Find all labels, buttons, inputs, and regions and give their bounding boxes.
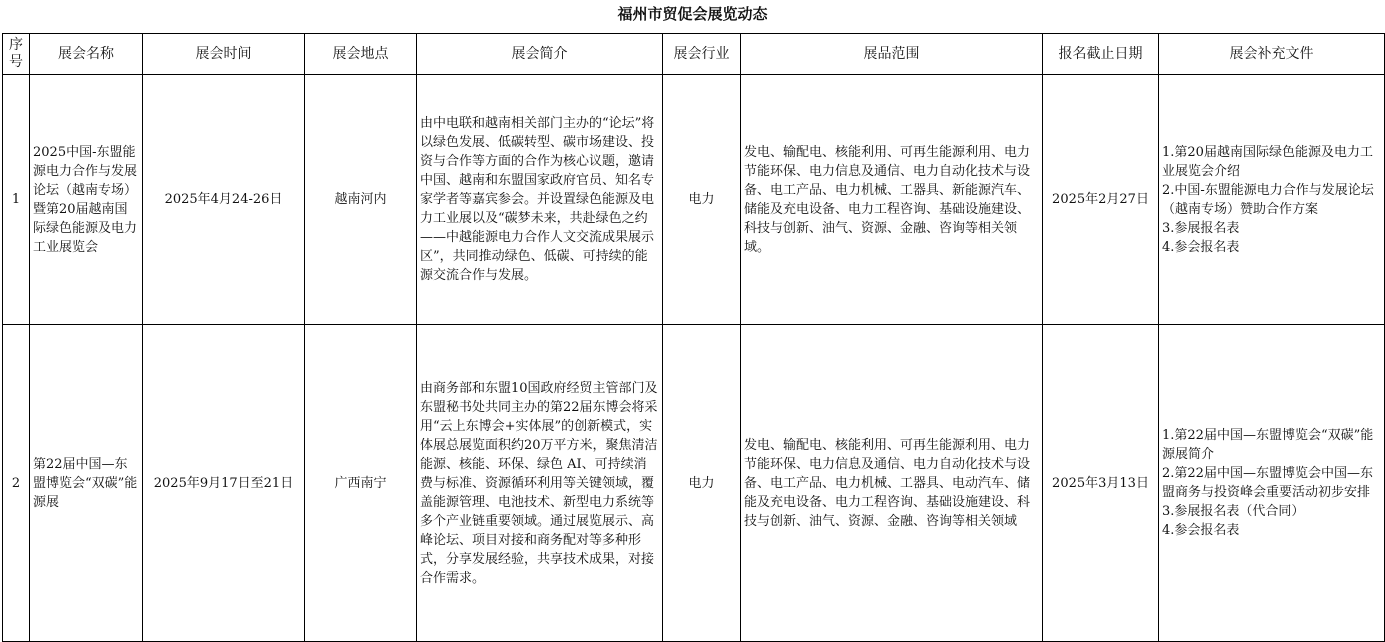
cell-date: 2025年9月17日至21日 — [143, 325, 305, 642]
cell-date: 2025年4月24-26日 — [143, 75, 305, 325]
header-location: 展会地点 — [305, 34, 417, 75]
cell-scope: 发电、输配电、核能利用、可再生能源利用、电力节能环保、电力信息及通信、电力自动化技术与设备、电工产品、电力机械、工器具、新能源汽车、储能及充电设备、电力工程咨询、基础设施建设、科技与创新、油气、资源、金融、咨询等相关领域。 — [741, 75, 1043, 325]
exhibition-table — [2, 33, 1385, 642]
header-date: 展会时间 — [143, 34, 305, 75]
page-title: 福州市贸促会展览动态 — [617, 5, 768, 23]
cell-industry: 电力 — [663, 75, 741, 325]
cell-deadline: 2025年2月27日 — [1043, 75, 1159, 325]
cell-industry: 电力 — [663, 325, 741, 642]
header-deadline: 报名截止日期 — [1043, 34, 1159, 75]
table-row — [3, 75, 1385, 325]
cell-seq: 2 — [3, 325, 30, 642]
cell-deadline: 2025年3月13日 — [1043, 325, 1159, 642]
header-row — [3, 34, 1385, 75]
header-industry: 展会行业 — [663, 34, 741, 75]
table-row — [3, 325, 1385, 642]
cell-seq: 1 — [3, 75, 30, 325]
cell-location: 越南河内 — [305, 75, 417, 325]
cell-name: 2025中国-东盟能源电力合作与发展论坛（越南专场）暨第20届越南国际绿色能源及电力工业展览会 — [30, 75, 143, 325]
cell-name: 第22届中国—东盟博览会“双碳”能源展 — [30, 325, 143, 642]
cell-location: 广西南宁 — [305, 325, 417, 642]
cell-scope: 发电、输配电、核能利用、可再生能源利用、电力节能环保、电力信息及通信、电力自动化技术与设备、电工产品、电力机械、工器具、电动汽车、储能及充电设备、电力工程咨询、基础设施建设、科技与创新、油气、资源、金融、咨询等相关领域 — [741, 325, 1043, 642]
cell-intro: 由商务部和东盟10国政府经贸主管部门及东盟秘书处共同主办的第22届东博会将采用“云上东博会+实体展”的创新模式，实体展总展览面积约20万平方米，聚焦清洁能源、核能、环保、绿色 AI、可持续消费与标准、资源循环利用等关键领域，覆盖能源管理、电池技术、新型电力系统等多个产业链重要领域。通过展览展示、高峰论坛、项目对接和商务配对等多种形式，分享发展经验，共享技术成果，对接合作需求。 — [417, 325, 663, 642]
cell-intro: 由中电联和越南相关部门主办的“论坛”将以绿色发展、低碳转型、碳市场建设、投资与合作等方面的合作为核心议题，邀请中国、越南和东盟国家政府官员、知名专家学者等嘉宾参会。并设置绿色能源及电力工业展以及“碳梦未来，共赴绿色之约——中越能源电力合作人文交流成果展示区”，共同推动绿色、低碳、可持续的能源交流合作与发展。 — [417, 75, 663, 325]
header-files: 展会补充文件 — [1159, 34, 1385, 75]
cell-files: 1.第22届中国—东盟博览会“双碳”能源展简介 2.第22届中国—东盟博览会中国—东盟商务与投资峰会重要活动初步安排 3.参展报名表（代合同） 4.参会报名表 — [1159, 325, 1385, 642]
cell-files: 1.第20届越南国际绿色能源及电力工业展览会介绍 2.中国-东盟能源电力合作与发展论坛（越南专场）赞助合作方案 3.参展报名表 4.参会报名表 — [1159, 75, 1385, 325]
header-seq: 序号 — [3, 34, 30, 75]
header-name: 展会名称 — [30, 34, 143, 75]
header-scope: 展品范围 — [741, 34, 1043, 75]
header-intro: 展会简介 — [417, 34, 663, 75]
